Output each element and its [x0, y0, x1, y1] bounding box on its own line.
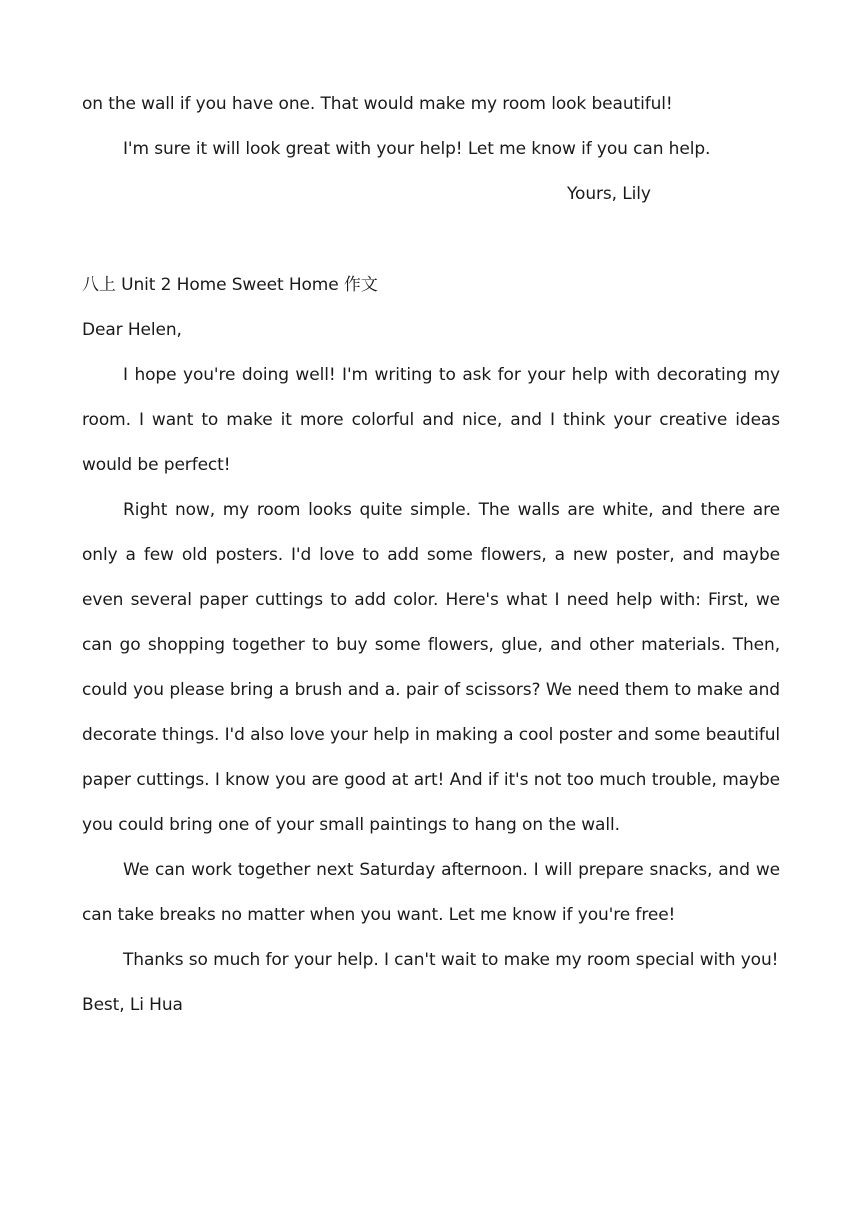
- essay-paragraph: Thanks so much for your help. I can't wait to make my room special with you!: [123, 950, 779, 970]
- essay-signoff: Best, Li Hua: [82, 995, 183, 1015]
- previous-letter-closing: Yours, Lily: [567, 184, 651, 204]
- previous-letter-line: on the wall if you have one. That would make my room look beautiful!: [82, 94, 673, 114]
- previous-letter-line: I'm sure it will look great with your help! Let me know if you can help.: [123, 139, 711, 159]
- essay-paragraph: I hope you're doing well! I'm writing to ask for your help with decorating my room. I want to make it more colorful and nice, and I think your creative ideas would be perfect!: [82, 365, 780, 475]
- essay-paragraph: We can work together next Saturday afternoon. I will prepare snacks, and we can take breaks no matter when you want. Let me know if you're free!: [82, 860, 780, 925]
- essay: [82, 263, 780, 1028]
- essay-heading: 八上 Unit 2 Home Sweet Home 作文: [82, 275, 378, 295]
- essay-salutation: Dear Helen,: [82, 320, 182, 340]
- previous-letter-ending: [82, 82, 780, 217]
- essay-paragraph: Right now, my room looks quite simple. The walls are white, and there are only a few old posters. I'd love to add some flowers, a new poster, and maybe even several paper cuttings to add color. Here's what I need help with: First, we can go shopping together to buy some flowers, glue, and other materials. Then, could you please bring a brush and a. pair of scissors? We need them to make and decorate things. I'd also love your help in making a cool poster and some beautiful paper cuttings. I know you are good at art! And if it's not too much trouble, maybe you could bring one of your small paintings to hang on the wall.: [82, 500, 780, 835]
